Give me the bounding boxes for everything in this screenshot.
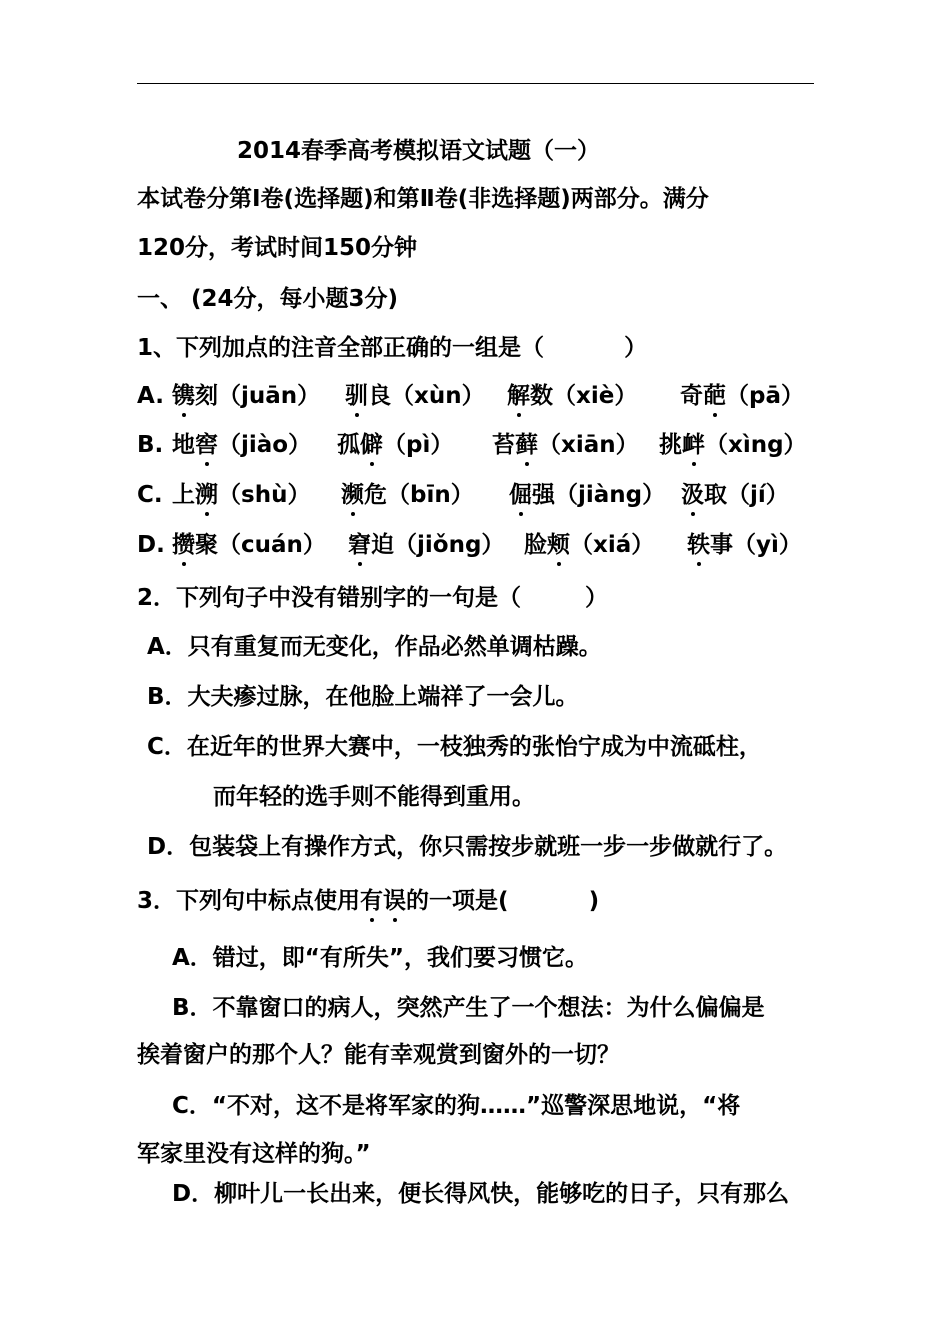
q1-option-label: D. (137, 532, 165, 558)
dotted-char: 藓 (515, 432, 538, 458)
pinyin: （pì） (383, 432, 454, 458)
dotted-char: 溯 (195, 482, 218, 508)
intro-line-2: 120分，考试时间150分钟 (137, 235, 418, 261)
pinyin: （cuán） (218, 532, 326, 558)
q1-option-item: 倔强（jiàng） (509, 482, 666, 508)
q1-option-item: 地窖（jiào） (172, 432, 312, 458)
pinyin: （xìng） (705, 432, 807, 458)
q1-option-label: A. (137, 383, 164, 409)
q3-option-b-line2: 挨着窗户的那个人？能有幸观赏到窗外的一切？ (137, 1042, 620, 1068)
q3-option-a: A．错过，即“有所失”，我们要习惯它。 (172, 945, 589, 971)
q2-option-d: D．包装袋上有操作方式，你只需按步就班一步一步做就行了。 (147, 834, 788, 860)
pinyin: （xùn） (391, 383, 485, 409)
q1-option-item: 解数（xiè） (507, 383, 638, 409)
page-title: 2014春季高考模拟语文试题（一） (237, 138, 601, 164)
q3-dotted-char: 误 (383, 888, 407, 914)
dotted-char: 镌 (172, 383, 195, 409)
q2-option-b: B．大夫瘆过脉，在他脸上端祥了一会儿。 (147, 684, 579, 710)
dotted-char: 窘 (348, 532, 371, 558)
pinyin: （xiá） (570, 532, 655, 558)
q3-dotted-char: 有 (360, 888, 384, 914)
pinyin: （jiǒng） (394, 532, 505, 558)
q1-option-item: 驯良（xùn） (345, 383, 485, 409)
dotted-char: 葩 (703, 383, 726, 409)
q2-option-c-line2: 而年轻的选手则不能得到重用。 (213, 784, 535, 810)
dotted-char: 攒 (172, 532, 195, 558)
q1-option-item: 濒危（bīn） (341, 482, 474, 508)
q1-option-item: 攒聚（cuán） (172, 532, 326, 558)
q2-option-c-line1: C．在近年的世界大赛中，一枝独秀的张怡宁成为中流砥柱， (147, 734, 762, 760)
dotted-char: 倔 (509, 482, 532, 508)
intro-line-1: 本试卷分第Ⅰ卷(选择题)和第Ⅱ卷(非选择题)两部分。满分 (137, 186, 709, 212)
section-heading: 一、 (24分，每小题3分) (137, 286, 399, 312)
dotted-char: 僻 (360, 432, 383, 458)
q1-option-item: 挑衅（xìng） (659, 432, 807, 458)
pinyin: （jiào） (218, 432, 312, 458)
dotted-char: 濒 (341, 482, 364, 508)
q1-option-item: 孤僻（pì） (337, 432, 454, 458)
pinyin: （jiàng） (555, 482, 666, 508)
header-rule (137, 83, 814, 84)
pinyin: （jí） (727, 482, 789, 508)
q2-stem: 2．下列句子中没有错别字的一句是（ ） (137, 585, 609, 611)
q3-stem: 3．下列句中标点使用有误的一项是( ) (137, 888, 600, 914)
dotted-char: 窖 (195, 432, 218, 458)
pinyin: （pā） (726, 383, 804, 409)
q1-option-item: 脸颊（xiá） (524, 532, 655, 558)
q3-option-c-line2: 军家里没有这样的狗。” (137, 1141, 371, 1167)
q2-option-a: A．只有重复而无变化，作品必然单调枯躁。 (147, 634, 602, 660)
q1-option-item: 奇葩（pā） (680, 383, 804, 409)
q1-stem: 1、下列加点的注音全部正确的一组是（ ） (137, 335, 648, 361)
pinyin: （yì） (733, 532, 802, 558)
q1-option-item: 窘迫（jiǒng） (348, 532, 505, 558)
q3-option-b-line1: B．不靠窗口的病人，突然产生了一个想法：为什么偏偏是 (172, 995, 765, 1021)
pinyin: （shù） (218, 482, 311, 508)
dotted-char: 驯 (345, 383, 368, 409)
pinyin: （bīn） (387, 482, 474, 508)
dotted-char: 衅 (682, 432, 705, 458)
dotted-char: 颊 (547, 532, 570, 558)
q1-option-item: 轶事（yì） (687, 532, 802, 558)
q1-option-item: 汲取（jí） (681, 482, 789, 508)
dotted-char: 汲 (681, 482, 704, 508)
q3-option-d-line1: D．柳叶儿一长出来，便长得风快，能够吃的日子，只有那么 (172, 1181, 790, 1207)
q1-option-label: C. (137, 482, 163, 508)
dotted-char: 轶 (687, 532, 710, 558)
dotted-char: 解 (507, 383, 530, 409)
pinyin: （xiè） (553, 383, 638, 409)
q1-option-label: B. (137, 432, 164, 458)
q3-option-c-line1: C．“不对，这不是将军家的狗……”巡警深思地说，“将 (172, 1093, 741, 1119)
pinyin: （juān） (218, 383, 321, 409)
q1-option-item: 上溯（shù） (172, 482, 311, 508)
q1-option-item: 苔藓（xiān） (492, 432, 639, 458)
q1-option-item: 镌刻（juān） (172, 383, 321, 409)
pinyin: （xiān） (538, 432, 639, 458)
